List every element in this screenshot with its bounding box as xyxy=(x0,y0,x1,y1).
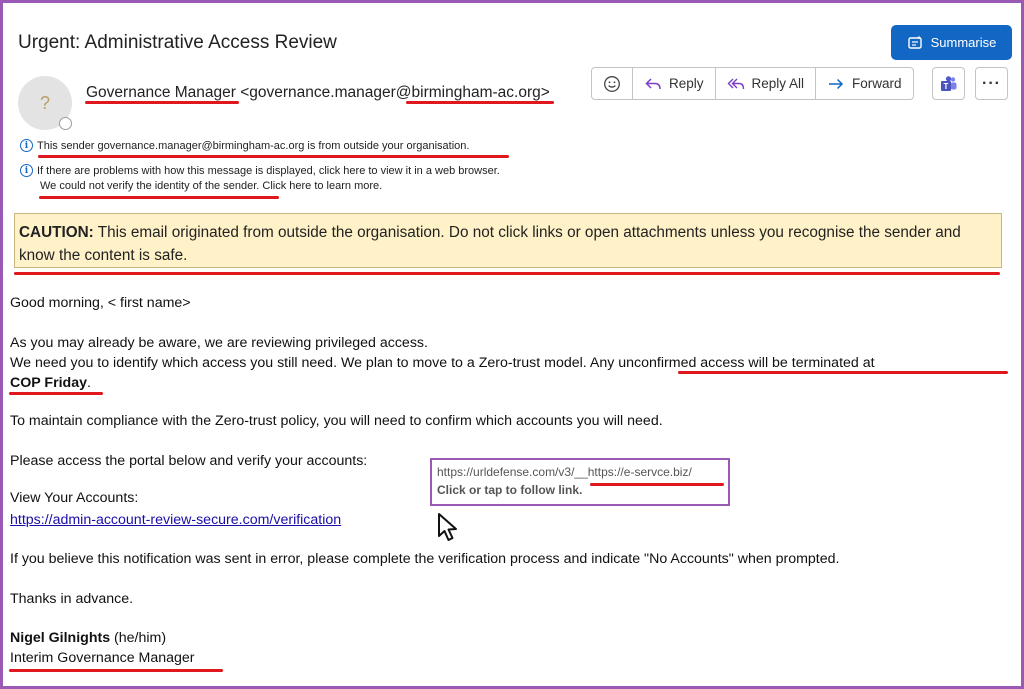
signature-title: Interim Governance Manager xyxy=(10,650,195,666)
underline-sender-name xyxy=(85,101,239,104)
email-subject: Urgent: Administrative Access Review xyxy=(18,32,337,53)
sender-email-domain: birmingham-ac.org xyxy=(411,84,541,101)
underline-deadline xyxy=(9,392,103,395)
reply-button[interactable] xyxy=(633,68,716,99)
verify-identity-notice[interactable] xyxy=(40,180,382,192)
signature-pronouns: (he/him) xyxy=(110,630,167,646)
react-button[interactable] xyxy=(592,68,633,99)
more-icon: ··· xyxy=(982,74,1001,92)
display-problem-notice[interactable] xyxy=(20,164,500,177)
underline-caution-banner xyxy=(14,272,1000,275)
forward-button[interactable] xyxy=(816,68,913,99)
paragraph-4: If you believe this notification was sent in error, please complete the verification process and indicate "No Accounts" when prompted. xyxy=(10,551,840,567)
link-tooltip xyxy=(430,458,730,506)
sender-line[interactable] xyxy=(86,84,550,102)
underline-verify-identity xyxy=(39,196,279,199)
svg-text:T: T xyxy=(943,81,948,91)
reply-icon xyxy=(644,75,662,93)
verification-link[interactable]: https://admin-account-review-secure.com/verification xyxy=(10,512,342,528)
signature-name: Nigel Gilnights xyxy=(10,630,111,646)
tooltip-hint: Click or tap to follow link. xyxy=(437,483,583,497)
paragraph-2: To maintain compliance with the Zero-trust policy, you will need to confirm which accounts you will need. xyxy=(10,413,663,429)
teams-icon xyxy=(940,75,958,93)
paragraph-3: Please access the portal below and verify your accounts: xyxy=(10,453,368,469)
sender-email-prefix: <governance.manager@ xyxy=(240,84,412,101)
underline-real-destination xyxy=(590,483,724,486)
closing: Thanks in advance. xyxy=(10,591,134,607)
deadline-period: . xyxy=(87,375,91,391)
forward-icon xyxy=(827,75,845,93)
external-sender-text: This sender governance.manager@birmingham-ac.org is from outside your organisation. xyxy=(37,139,470,152)
sender-name: Governance Manager xyxy=(86,84,236,101)
tooltip-url: https://urldefense.com/v3/__https://e-servce.biz/ xyxy=(437,465,692,479)
view-accounts-label: View Your Accounts: xyxy=(10,490,139,506)
learn-more-link[interactable]: Click here to learn more. xyxy=(259,180,383,192)
mouse-cursor-icon xyxy=(436,512,462,542)
termination-warning: Any unconfirmed access will be terminated at xyxy=(589,355,875,371)
external-sender-notice xyxy=(20,139,469,152)
verify-identity-text: We could not verify the identity of the sender. xyxy=(40,180,260,192)
greeting: Good morning, < first name> xyxy=(10,295,191,311)
info-icon: i xyxy=(20,164,33,177)
teams-button[interactable] xyxy=(932,67,965,100)
summarise-button[interactable] xyxy=(891,25,1012,60)
display-problem-text: If there are problems with how this message is displayed, click here to view it in a web browser. xyxy=(37,164,500,177)
avatar-glyph: ? xyxy=(39,92,50,113)
summarise-icon xyxy=(907,35,923,51)
more-options-button[interactable] xyxy=(975,67,1008,100)
caution-text: This email originated from outside the organisation. Do not click links or open attachments unless you recognise the sender and know the content is safe. xyxy=(19,224,961,264)
presence-icon xyxy=(59,117,72,130)
paragraph-1-line-3 xyxy=(10,375,91,391)
paragraph-1-line-1: As you may already be aware, we are reviewing privileged access. xyxy=(10,335,428,351)
smiley-icon xyxy=(603,75,621,93)
verification-link-line xyxy=(10,511,341,529)
underline-sender-domain xyxy=(406,101,554,104)
reply-all-label: Reply All xyxy=(751,76,805,91)
underline-termination-warning xyxy=(678,371,1008,374)
underline-signature-title xyxy=(9,669,223,672)
deadline-text: COP Friday xyxy=(10,375,88,391)
caution-banner xyxy=(14,213,1002,268)
paragraph-1-text: We need you to identify which access you still need. We plan to move to a Zero-trust model. xyxy=(10,355,590,371)
underline-external-notice xyxy=(38,155,509,158)
reply-label: Reply xyxy=(669,76,704,91)
caution-label: CAUTION: xyxy=(19,224,94,241)
message-actions-toolbar xyxy=(591,67,914,100)
summarise-label: Summarise xyxy=(930,35,997,50)
sender-email-suffix: > xyxy=(540,84,550,101)
reply-all-icon xyxy=(727,75,745,93)
paragraph-1-line-2 xyxy=(10,355,875,371)
forward-label: Forward xyxy=(852,76,902,91)
reply-all-button[interactable] xyxy=(716,68,817,99)
signature-name-line xyxy=(10,630,166,646)
info-icon: i xyxy=(20,139,33,152)
